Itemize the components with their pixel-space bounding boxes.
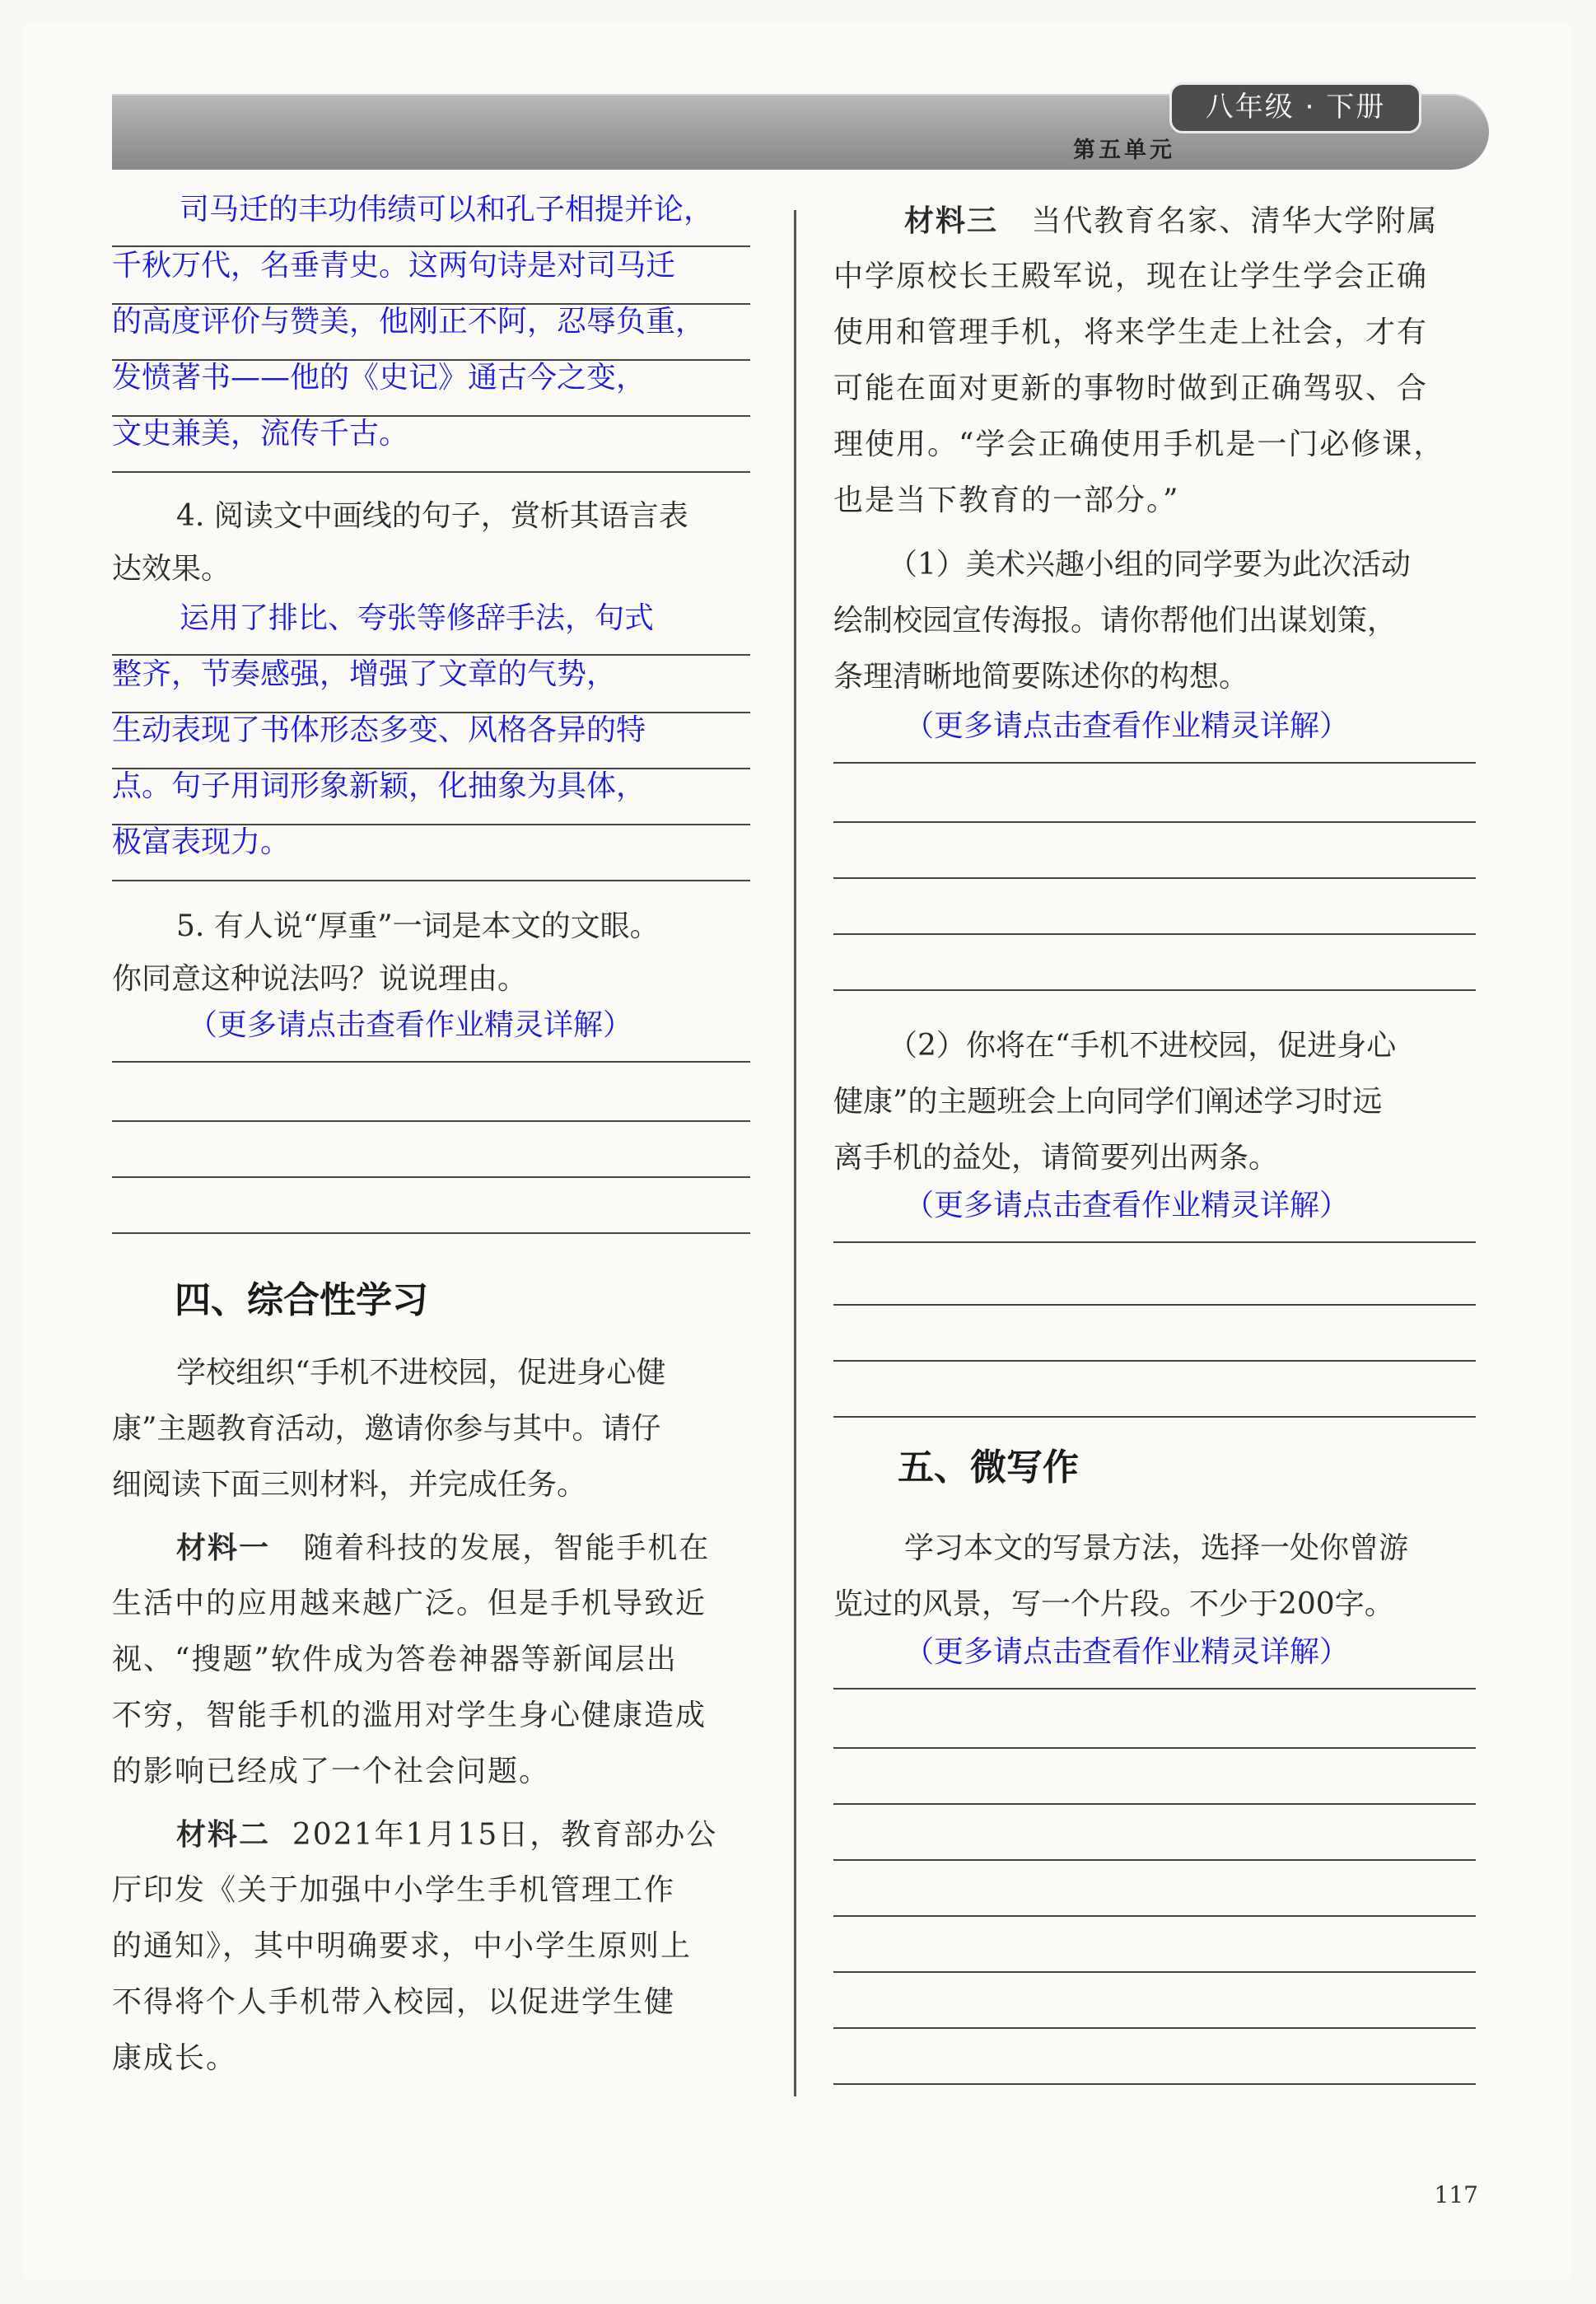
material-3-line: 中学原校长王殿军说，现在让学生学会正确 <box>833 259 1429 293</box>
material-2-text: 2021年1月15日，教育部办公 <box>292 1818 718 1852</box>
column-divider <box>794 210 796 2096</box>
blank-line <box>112 1120 750 1122</box>
material-3-label: 材料三 <box>904 203 999 238</box>
blank-line <box>833 1747 1476 1749</box>
blank-line <box>833 2083 1476 2085</box>
section-title-5: 五、微写作 <box>898 1446 1079 1488</box>
material-1-label: 材料一 <box>176 1531 271 1565</box>
unit-label: 第五单元 <box>1073 138 1175 163</box>
task-2-line: 离手机的益处，请简要列出两条。 <box>833 1141 1279 1175</box>
material-1-line: 不穷，智能手机的滥用对学生身心健康造成 <box>112 1699 707 1732</box>
blank-line <box>833 1360 1476 1362</box>
blank-line <box>833 1416 1476 1418</box>
material-2-line: 厅印发《关于加强中小学生手机管理工作 <box>112 1873 676 1907</box>
material-1-line: 视、“搜题”软件成为答卷神器等新闻层出 <box>112 1643 678 1676</box>
blank-line <box>833 821 1476 823</box>
answer-line: 司马迁的丰功伟绩可以和孔子相提并论， <box>112 191 750 247</box>
page-number: 117 <box>1434 2181 1478 2208</box>
answer-line: 点。句子用词形象新颖，化抽象为具体， <box>112 768 750 825</box>
material-3-text: 当代教育名家、清华大学附属 <box>1031 204 1439 238</box>
material-2-line: 的通知》，其中明确要求，中小学生原则上 <box>112 1929 693 1963</box>
answer-line: 整齐，节奏感强，增强了文章的气势， <box>112 656 750 713</box>
material-1 <box>112 1529 750 1568</box>
blank-line <box>112 1232 750 1234</box>
material-3-line: 理使用。“学会正确使用手机是一门必修课， <box>833 428 1445 461</box>
material-3 <box>833 202 1476 241</box>
answer-line: 文史兼美，流传千古。 <box>112 415 750 473</box>
answer-line: 生动表现了书体形态多变、风格各异的特 <box>112 712 750 769</box>
intro-text: 学校组织“手机不进校园，促进身心健 <box>176 1356 666 1390</box>
blank-line <box>833 1971 1476 1973</box>
material-3-line: 可能在面对更新的事物时做到正确驾驭、合 <box>833 372 1429 405</box>
answer-line: （更多请点击查看作业精灵详解） <box>833 708 1476 764</box>
grade-label: 八年级 · 下册 <box>1169 82 1421 133</box>
task-1-line: 绘制校园宣传海报。请你帮他们出谋划策， <box>833 604 1398 638</box>
blank-line <box>833 1915 1476 1917</box>
question-5: 5. 有人说“厚重”一词是本文的文眼。 <box>176 909 660 943</box>
material-3-line: 也是当下教育的一部分。” <box>833 484 1180 517</box>
material-3-line: 使用和管理手机，将来学生走上社会，才有 <box>833 315 1429 349</box>
task-1-line: 条理清晰地简要陈述你的构想。 <box>833 660 1249 694</box>
writing-prompt-line: 览过的风景，写一个片段。不少于200字。 <box>833 1587 1394 1621</box>
material-1-line: 的影响已经成了一个社会问题。 <box>112 1755 551 1788</box>
blank-line <box>833 1859 1476 1861</box>
material-2-line: 不得将个人手机带入校园，以促进学生健 <box>112 1985 676 2019</box>
writing-prompt: 学习本文的写景方法，选择一处你曾游 <box>904 1531 1409 1565</box>
question-5-cont: 你同意这种说法吗？说说理由。 <box>112 962 528 996</box>
task-1: （1）美术兴趣小组的同学要为此次活动 <box>888 548 1411 582</box>
intro-text: 康”主题教育活动，邀请你参与其中。请仔 <box>112 1412 661 1446</box>
question-4: 4. 阅读文中画线的句子，赏析其语言表 <box>176 499 688 533</box>
blank-line <box>833 933 1476 935</box>
answer-line: 的高度评价与赞美，他刚正不阿，忍辱负重， <box>112 303 750 361</box>
section-title-4: 四、综合性学习 <box>175 1279 428 1321</box>
intro-text: 细阅读下面三则材料，并完成任务。 <box>112 1468 587 1502</box>
answer-line: 运用了排比、夸张等修辞手法，句式 <box>112 600 750 656</box>
material-2-label: 材料二 <box>176 1817 271 1852</box>
answer-line: 极富表现力。 <box>112 824 750 881</box>
answer-line: （更多请点击查看作业精灵详解） <box>112 1007 750 1063</box>
material-2 <box>112 1816 750 1854</box>
blank-line <box>833 1304 1476 1306</box>
material-1-text: 随着科技的发展，智能手机在 <box>303 1531 711 1565</box>
material-2-line: 康成长。 <box>112 2041 238 2075</box>
task-2-line: 健康”的主题班会上向同学们阐述学习时远 <box>833 1085 1383 1119</box>
answer-line: 发愤著书——他的《史记》通古今之变， <box>112 359 750 417</box>
answer-line: 千秋万代，名垂青史。这两句诗是对司马迁 <box>112 247 750 305</box>
blank-line <box>833 989 1476 991</box>
question-4-cont: 达效果。 <box>112 552 231 586</box>
blank-line <box>833 2027 1476 2029</box>
blank-line <box>112 1176 750 1178</box>
task-2: （2）你将在“手机不进校园，促进身心 <box>888 1029 1397 1063</box>
answer-line: （更多请点击查看作业精灵详解） <box>833 1187 1476 1243</box>
blank-line <box>833 877 1476 879</box>
answer-line: （更多请点击查看作业精灵详解） <box>833 1633 1476 1689</box>
blank-line <box>833 1803 1476 1805</box>
material-1-line: 生活中的应用越来越广泛。但是手机导致近 <box>112 1587 707 1620</box>
